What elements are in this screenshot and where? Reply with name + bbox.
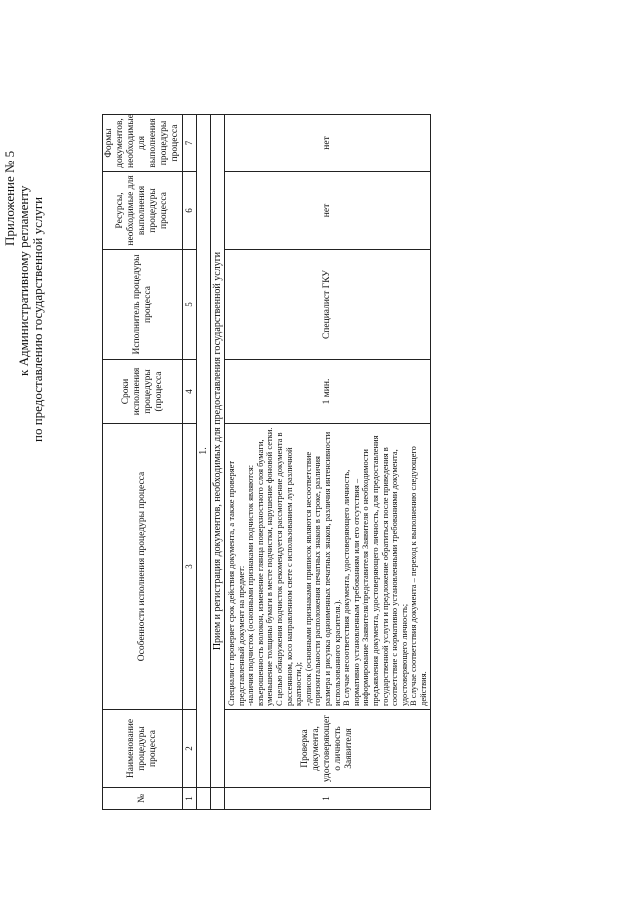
table-section-row <box>211 115 225 810</box>
table-row <box>225 115 431 810</box>
procedure-executor: Специалист ГКУ <box>225 250 431 360</box>
section-title: Прием и регистрация документов, необходимых для предоставления государственной услуги <box>211 115 225 788</box>
appendix-subtitle-line-2: по предоставлению государственной услуги <box>30 196 45 442</box>
appendix-number: Приложение № 5 <box>2 150 17 246</box>
description-paragraph: -наличия подчисток (основными признаками подчисток являются: взъерошенность волокон, изменение глянца поверхностного слоя бумаги, уменьшение толщины бумаги в месте подчистки, нарушение фоновой сетки. С целью обнаружения подчисток рекомендуется рассмотрение документа в рассеянном, косо направленном свете с использованием луп различной кратности,); <box>245 427 304 706</box>
procedure-forms: нет <box>225 115 431 172</box>
procedure-description <box>225 424 431 710</box>
description-paragraph: Специалист проверяет срок действия документа, а также проверяет представленный документ на предмет: <box>226 460 246 706</box>
procedure-term: 1 мин. <box>225 360 431 424</box>
column-header: Формы документов, необходимые для выполнения процедуры процесса <box>103 115 183 172</box>
column-number: 3 <box>183 424 197 710</box>
column-header: Наименование процедуры процесса <box>103 710 183 788</box>
column-number: 7 <box>183 115 197 172</box>
row-spacer-cell <box>197 788 211 810</box>
appendix-subtitle-line-1: к Административному регламенту <box>16 185 31 376</box>
column-header: Ресурсы, необходимые для выполнения процедуры процесса <box>103 172 183 250</box>
column-number-row <box>183 115 197 810</box>
table-header-row <box>103 115 183 810</box>
section-number: 1. <box>197 115 211 788</box>
column-number: 4 <box>183 360 197 424</box>
column-header: Сроки исполнения процедуры (процесса <box>103 360 183 424</box>
table-title-row <box>197 115 211 810</box>
description-paragraph: В случае соответствия документа – переход к выполнению следующего действия. <box>408 446 428 706</box>
description-paragraph: -дописок (основными признаками приписок являются несоответствие горизонтальности расположения печатных знаков в строке, различия размера и рисунка одноименных печатных знаков, различия интенсивности использованного красителя.). <box>302 431 342 706</box>
column-number: 5 <box>183 250 197 360</box>
row-number: 1 <box>225 788 431 810</box>
procedure-table <box>102 114 431 810</box>
procedure-resources: нет <box>225 172 431 250</box>
column-number: 2 <box>183 710 197 788</box>
column-header: № <box>103 788 183 810</box>
procedure-name: Проверка документа, удостоверяющег о личность Заявителя <box>225 710 431 788</box>
column-header: Исполнитель процедуры процесса <box>103 250 183 360</box>
column-number: 6 <box>183 172 197 250</box>
row-spacer-cell <box>211 788 225 810</box>
description-paragraph: В случае несоответствия документа, удостоверяющего личность, нормативно установленным требованиям или его отсутствия – информирование Заявителя/представителя Заявителя о необходимости предъявления документа, удостоверяющего личность, для предоставления государственной услуги и предложение обратиться после приведения в соответствие с нормативно установленными требованиями документа, удостоверяющего личность; <box>341 435 409 706</box>
column-header: Особенности исполнения процедуры процесса <box>103 424 183 710</box>
column-number: 1 <box>183 788 197 810</box>
